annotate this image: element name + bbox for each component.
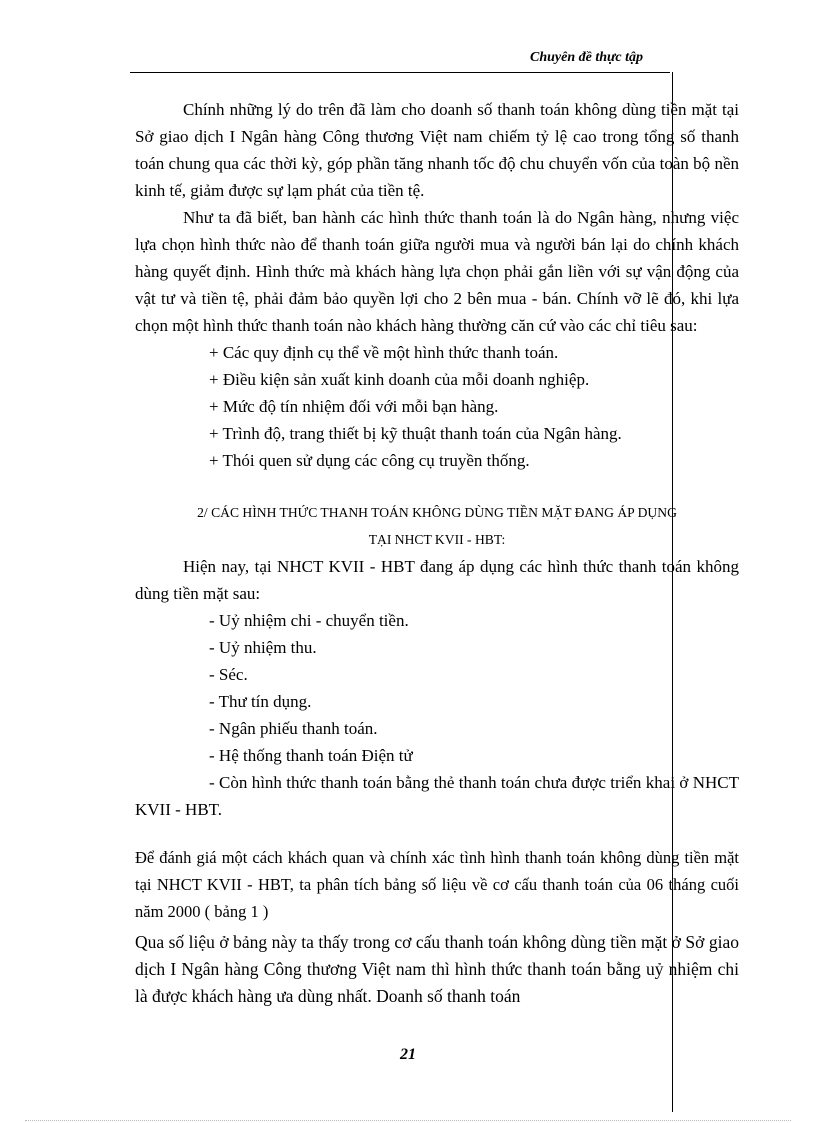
header-rule	[130, 72, 670, 73]
section-3	[135, 844, 739, 1010]
section-2	[135, 499, 739, 823]
page-header-title: Chuyên đề thực tập	[530, 50, 644, 65]
payment-form-item: - Séc.	[209, 665, 248, 684]
criteria-item: + Mức độ tín nhiệm đối với mỗi bạn hàng.	[209, 397, 499, 416]
section-heading-line-1: 2/ CÁC HÌNH THỨC THANH TOÁN KHÔNG DÙNG TIỀN MẶT ĐANG ÁP DỤNG	[197, 505, 677, 520]
payment-form-item: - Thư tín dụng.	[209, 692, 312, 711]
paragraph-note: - Còn hình thức thanh toán bằng thẻ thanh toán chưa được triển khai ở NHCT KVII - HBT.	[135, 773, 739, 819]
section-heading-line-2: TẠI NHCT KVII - HBT:	[368, 532, 506, 547]
payment-form-item: - Uỷ nhiệm chi - chuyển tiền.	[209, 611, 409, 630]
paragraph-selection: Như ta đã biết, ban hành các hình thức thanh toán là do Ngân hàng, nhưng việc lựa chọn hình thức nào để thanh toán giữa người mua và người bán lại do chính khách hàng quyết định. Hình thức mà khách hàng lựa chọn phải gắn liền với sự vận động của vật tư và tiền tệ, phải đảm bảo quyền lợi cho 2 bên mua - bán. Chính vỡ lẽ đó, khi lựa chọn một hình thức thanh toán nào khách hàng thường căn cứ vào các chỉ tiêu sau:	[135, 208, 739, 335]
paragraph-analysis: Để đánh giá một cách khách quan và chính xác tình hình thanh toán không dùng tiền mặt tại NHCT KVII - HBT, ta phân tích bảng số liệu về cơ cấu thanh toán của 06 tháng cuối năm 2000 ( bảng 1 )	[135, 848, 739, 921]
page-bottom-edge	[25, 1120, 791, 1121]
criteria-item: + Thói quen sử dụng các công cụ truyền thống.	[209, 451, 530, 470]
paragraph-reasons: Chính những lý do trên đã làm cho doanh số thanh toán không dùng tiền mặt tại Sở giao dịch I Ngân hàng Công thương Việt nam chiếm tỷ lệ cao trong tổng số thanh toán chung qua các thời kỳ, góp phần tăng nhanh tốc độ chu chuyển vốn của toàn bộ nền kinh tế, giảm được sự lạm phát của tiền tệ.	[135, 100, 739, 200]
criteria-item: + Điều kiện sản xuất kinh doanh của mỗi doanh nghiệp.	[209, 370, 590, 389]
criteria-item: + Các quy định cụ thể về một hình thức thanh toán.	[209, 343, 559, 362]
paragraph-intro: Hiện nay, tại NHCT KVII - HBT đang áp dụng các hình thức thanh toán không dùng tiền mặt sau:	[135, 557, 739, 603]
payment-form-item: - Ngân phiếu thanh toán.	[209, 719, 378, 738]
criteria-item: + Trình độ, trang thiết bị kỹ thuật thanh toán của Ngân hàng.	[209, 424, 622, 443]
paragraph-findings: Qua số liệu ở bảng này ta thấy trong cơ cấu thanh toán không dùng tiền mặt ở Sở giao dịch I Ngân hàng Công thương Việt nam thì hình thức thanh toán bằng uỷ nhiệm chi là được khách hàng ưa dùng nhất. Doanh số thanh toán	[135, 932, 739, 1006]
page-number: 21	[400, 1046, 416, 1063]
payment-form-item: - Uỷ nhiệm thu.	[209, 638, 317, 657]
payment-form-item: - Hệ thống thanh toán Điện tử	[209, 746, 413, 765]
section-1	[135, 96, 739, 474]
